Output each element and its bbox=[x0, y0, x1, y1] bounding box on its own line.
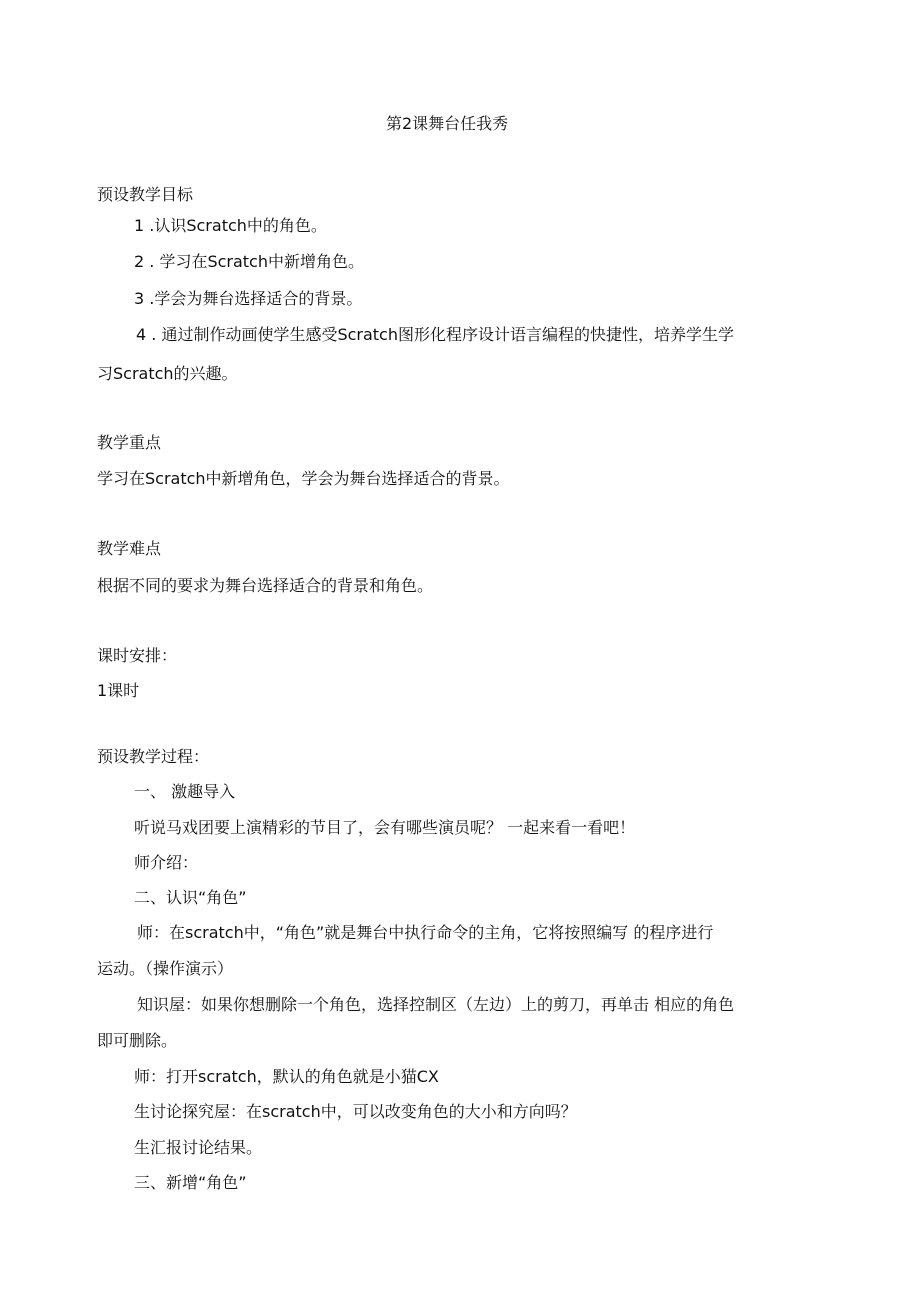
process-line-7: 知识屋：如果你想删除一个角色，选择控制区（左边）上的剪刀，再单击 相应的角色 bbox=[137, 995, 735, 1014]
process-heading: 预设教学过程： bbox=[97, 747, 210, 766]
process-line-4: 二、认识“角色” bbox=[134, 888, 247, 907]
process-line-11: 生汇报讨论结果。 bbox=[134, 1138, 263, 1157]
objective-item-2: 2 . 学习在Scratch中新增角色。 bbox=[134, 252, 364, 271]
difficulty-text: 根据不同的要求为舞台选择适合的背景和角色。 bbox=[97, 576, 434, 595]
process-line-5: 师：在scratch中，“角色”就是舞台中执行命令的主角，它将按照编写 的程序进行 bbox=[137, 923, 714, 942]
key-point-heading: 教学重点 bbox=[97, 433, 162, 452]
process-line-6: 运动。（操作演示） bbox=[97, 959, 234, 978]
process-line-2: 听说马戏团要上演精彩的节目了，会有哪些演员呢？ 一起来看一看吧！ bbox=[134, 818, 636, 837]
process-line-10: 生讨论探究屋：在scratch中，可以改变角色的大小和方向吗？ bbox=[134, 1102, 577, 1121]
process-line-3: 师介绍： bbox=[134, 853, 199, 872]
process-line-12: 三、新增“角色” bbox=[134, 1173, 247, 1192]
objective-item-1: 1 .认识Scratch中的角色。 bbox=[134, 216, 327, 235]
objectives-heading: 预设教学目标 bbox=[97, 185, 194, 204]
difficulty-heading: 教学难点 bbox=[97, 539, 162, 558]
schedule-heading: 课时安排： bbox=[97, 646, 178, 665]
page-title: 第2课舞台任我秀 bbox=[386, 114, 509, 133]
process-line-8: 即可删除。 bbox=[97, 1031, 178, 1050]
objective-item-4: 4 . 通过制作动画使学生感受Scratch图形化程序设计语言编程的快捷性，培养学生学 bbox=[136, 325, 734, 344]
objective-item-4-continued: 习Scratch的兴趣。 bbox=[97, 364, 238, 383]
objective-item-3: 3 .学会为舞台选择适合的背景。 bbox=[134, 289, 363, 308]
process-line-9: 师：打开scratch，默认的角色就是小猫CX bbox=[134, 1067, 439, 1086]
process-line-1: 一、 激趣导入 bbox=[134, 782, 236, 801]
schedule-text: 1课时 bbox=[97, 681, 140, 700]
key-point-text: 学习在Scratch中新增角色，学会为舞台选择适合的背景。 bbox=[97, 469, 510, 488]
